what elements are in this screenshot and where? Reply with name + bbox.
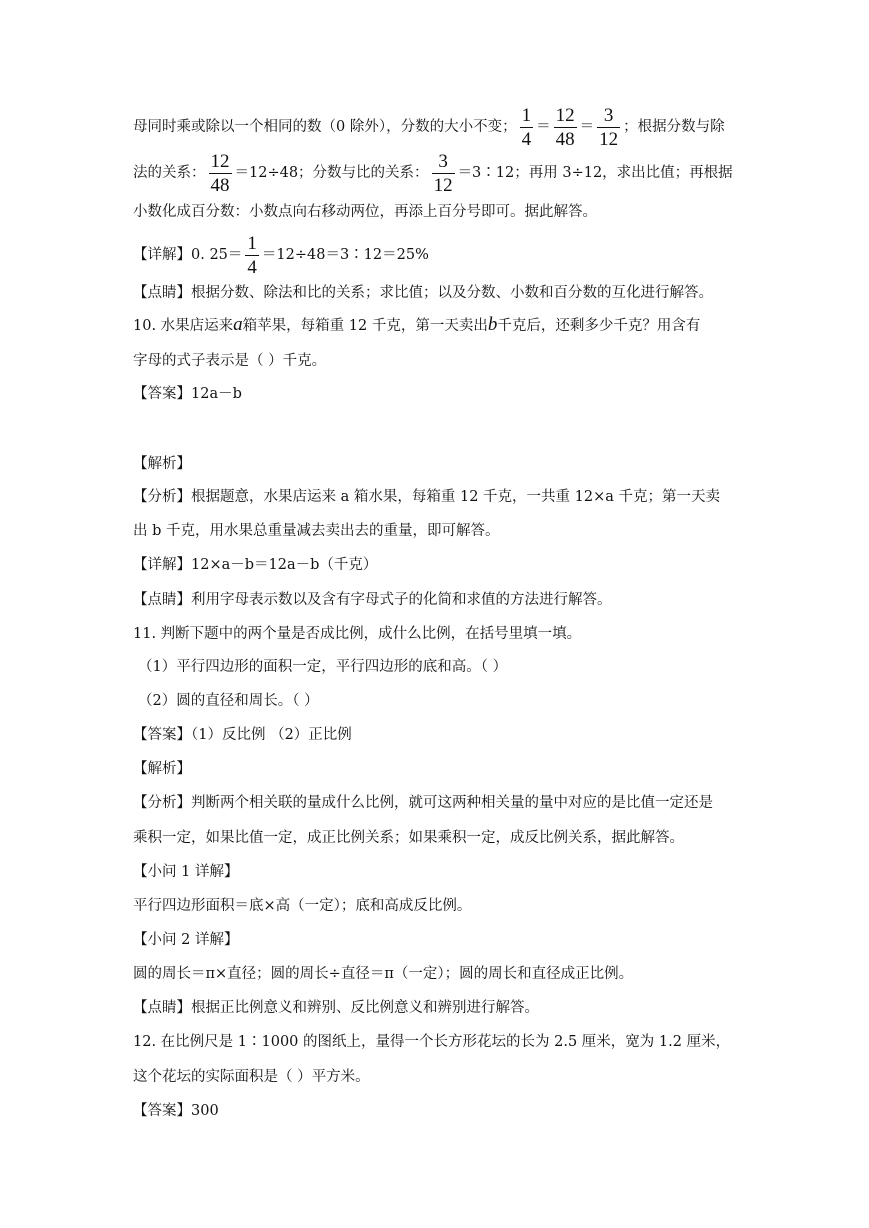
q10-detail: 【详解】12×a－b＝12a－b（千克） [133,557,378,573]
variable-b: b [487,314,498,335]
q10-fenxi-line-2: 出 b 千克，用水果总重量减去卖出去的重量，即可解答。 [133,523,500,539]
q11-sub-1-detail: 平行四边形面积＝底×高（一定）；底和高成反比例。 [133,898,472,914]
q11-fenxi-line-2: 乘积一定，如果比值一定，成正比例关系；如果乘积一定，成反比例关系，据此解答。 [133,830,684,846]
q11-sub-2-head: 【小问 2 详解】 [133,932,239,948]
fraction-1-4: $\frac{1}{4}$ [247,232,257,278]
text: ；根据分数与除 [623,119,725,135]
q10-stem-line-2: 字母的式子表示是（ ）千克。 [133,353,327,369]
text: 母同时乘或除以一个相同的数（0 除外），分数的大小不变； [133,119,517,135]
fraction-1-4: $\frac{1}{4}$ [521,104,532,150]
q11-comment: 【点睛】根据正比例意义和辨别、反比例意义和辨别进行解答。 [133,1000,539,1016]
fraction-3-12: $\frac{3}{12}$ [599,104,619,150]
q10-stem-line-1: 10. 水果店运来a箱苹果，每箱重 12 千克，第一天卖出b千克后，还剩多少千克？用含有 [133,314,701,335]
q9-line-2: 法的关系： $\frac{12}{48}$ ＝12÷48；分数与比的关系： $\frac{3}{12}$ ＝3∶12；再用 3÷12，求出比值；再根据 [133,150,733,196]
q10-fenxi-line-1: 【分析】根据题意，水果店运来 a 箱水果，每箱重 12 千克，一共重 12×a 千克；第一天卖 [133,489,720,505]
q11-fenxi-line-1: 【分析】判断两个相关联的量成什么比例，就可这两种相关量的量中对应的是比值一定还是 [133,795,713,811]
fraction-12-48: $\frac{12}{48}$ [210,150,230,196]
q10-comment: 【点睛】利用字母表示数以及含有字母式子的化简和求值的方法进行解答。 [133,592,612,608]
q9-line-3: 小数化成百分数：小数点向右移动两位，再添上百分号即可。据此解答。 [133,204,597,220]
fraction-12-48: $\frac{12}{48}$ [555,104,575,150]
q9-comment: 【点睛】根据分数、除法和比的关系；求比值；以及分数、小数和百分数的互化进行解答。 [133,285,713,301]
q11-stem: 11. 判断下题中的两个量是否成比例，成什么比例，在括号里填一填。 [133,626,582,642]
q12-stem-line-2: 这个花坛的实际面积是（ ）平方米。 [133,1069,370,1085]
q11-sub-1: （1）平行四边形的面积一定，平行四边形的底和高。（ ） [138,659,508,675]
q12-answer: 【答案】300 [133,1103,219,1119]
q9-line-1: 母同时乘或除以一个相同的数（0 除外），分数的大小不变； $\frac{1}{4}$ ＝ $\frac{12}{48}$ ＝ $\frac{3}{12}$ ；根据分数与除 [133,104,725,150]
fraction-3-12: $\frac{3}{12}$ [433,150,453,196]
q9-detail: 【详解】0. 25＝ $\frac{1}{4}$ ＝12÷48＝3∶12＝25% [133,232,429,278]
q12-stem-line-1: 12. 在比例尺是 1∶1000 的图纸上，量得一个长方形花坛的长为 2.5 厘米，宽为 1.2 厘米， [133,1034,731,1050]
q11-analysis-head: 【解析】 [133,761,191,777]
q11-answer: 【答案】（1）反比例 （2）正比例 [133,727,352,743]
q11-sub-2-detail: 圆的周长＝π×直径；圆的周长÷直径＝π（一定）；圆的周长和直径成正比例。 [133,966,634,982]
variable-a: a [233,314,243,335]
q10-answer: 【答案】12a－b [133,386,242,402]
q11-sub-2: （2）圆的直径和周长。（ ） [138,693,319,709]
q10-analysis-head: 【解析】 [133,456,191,472]
q11-sub-1-head: 【小问 1 详解】 [133,864,239,880]
